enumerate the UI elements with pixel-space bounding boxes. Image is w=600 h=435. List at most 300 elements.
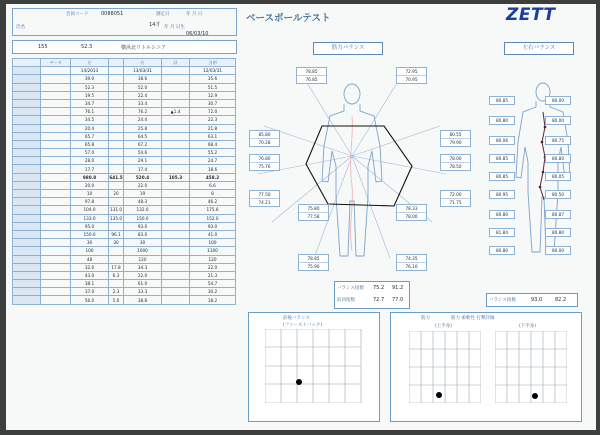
table-cell <box>41 280 71 288</box>
lr-value: 80.85 <box>496 98 508 103</box>
table-cell: 2.3 <box>109 288 124 296</box>
lr-value: 80.85 <box>496 174 508 179</box>
table-cell: 52.0 <box>124 83 162 91</box>
lr-value-box-left <box>489 154 515 163</box>
strength-value: 78.33 <box>397 205 426 213</box>
table-cell <box>162 91 190 99</box>
strength-value: 79.90 <box>449 140 462 145</box>
row-label <box>13 124 41 132</box>
table-cell: 100 <box>190 239 236 247</box>
brand-logo: ZETT <box>506 5 556 25</box>
prev-index-right: 77.0 <box>392 297 404 303</box>
row-label <box>13 230 41 238</box>
strength-value: 74.21 <box>258 200 271 205</box>
table-cell <box>109 247 124 255</box>
strength-value-box-hip <box>249 190 280 207</box>
table-cell: 93.0 <box>190 222 236 230</box>
table-cell: 46.2 <box>190 198 236 206</box>
table-cell: 19.5 <box>71 91 109 99</box>
table-cell: 8 <box>190 190 236 198</box>
strength-polygon <box>306 126 412 206</box>
lr-value-box-right <box>545 172 571 181</box>
table-cell: 150.0 <box>124 214 162 222</box>
table-cell: 51.5 <box>190 83 236 91</box>
strength-flex-title: 筋力 柔軟性 打撃評価 <box>451 316 495 321</box>
table-cell: 20 <box>109 190 124 198</box>
table-cell <box>41 190 71 198</box>
table-cell: 57.0 <box>71 149 109 157</box>
row-label <box>13 91 41 99</box>
upper-body-grid <box>409 331 481 403</box>
table-cell <box>162 124 190 132</box>
table-cell: 100 <box>71 247 109 255</box>
age-value: 14才 <box>149 22 161 28</box>
table-cell <box>162 296 190 304</box>
table-cell <box>109 280 124 288</box>
col-left: 左 <box>71 59 109 67</box>
table-cell: 83.0 <box>124 230 162 238</box>
balance-index-right: 91.2 <box>392 285 404 291</box>
row-label <box>13 222 41 230</box>
table-cell <box>41 99 71 107</box>
row-label <box>13 280 41 288</box>
table-cell: 38.8 <box>124 296 162 304</box>
lr-value: 80.80 <box>552 230 564 235</box>
table-cell: 30.7 <box>190 99 236 107</box>
table-cell: 63.1 <box>190 132 236 140</box>
table-cell: 30.2 <box>190 288 236 296</box>
table-cell: 68.4 <box>190 140 236 148</box>
table-cell <box>162 116 190 124</box>
table-cell: ▲1.4 <box>162 108 190 116</box>
table-row <box>13 271 236 279</box>
table-row <box>13 222 236 230</box>
table-cell: 52.3 <box>71 83 109 91</box>
strength-value: 71.75 <box>449 200 462 205</box>
table-cell: 17.4 <box>124 165 162 173</box>
strength-value: 72.95 <box>397 68 426 76</box>
radar-guides <box>258 78 446 258</box>
strength-value: 70.28 <box>258 140 271 145</box>
table-cell: 54.7 <box>190 280 236 288</box>
table-cell: 520.4 <box>124 173 162 181</box>
table-cell: 25.8 <box>124 124 162 132</box>
table-cell: 41.0 <box>190 230 236 238</box>
table-cell <box>109 124 124 132</box>
table-cell: 64.5 <box>124 132 162 140</box>
table-cell: 18.2 <box>190 296 236 304</box>
table-row <box>13 83 236 91</box>
table-cell: 29.1 <box>124 157 162 165</box>
lr-value: 80.95 <box>496 192 508 197</box>
table-cell: 22.3 <box>190 116 236 124</box>
strength-value: 77.58 <box>307 214 320 219</box>
table-cell <box>41 198 71 206</box>
table-cell <box>109 67 124 75</box>
table-cell <box>162 263 190 271</box>
table-cell: 20.0 <box>71 181 109 189</box>
table-cell: 17.7 <box>71 165 109 173</box>
strength-value-box-trunk <box>298 254 329 271</box>
lr-value-box-left <box>489 172 515 181</box>
team-value: 横浜北リトルシニア <box>121 45 166 51</box>
table-row <box>13 181 236 189</box>
strength-value-box-knee2 <box>440 154 471 171</box>
table-cell <box>162 75 190 83</box>
strength-value-box-shoulder_ext <box>296 67 327 84</box>
table-cell: 30 <box>124 239 162 247</box>
row-label <box>13 239 41 247</box>
row-label <box>13 206 41 214</box>
table-cell: 39.0 <box>71 75 109 83</box>
table-cell: 65.7 <box>71 132 109 140</box>
table-cell: 21.8 <box>190 124 236 132</box>
table-cell: 54.6 <box>124 149 162 157</box>
table-cell: 120 <box>190 255 236 263</box>
table-row <box>13 91 236 99</box>
table-row <box>13 116 236 124</box>
strength-value-box-shoulder_flex <box>396 67 427 84</box>
table-row <box>13 75 236 83</box>
table-cell: 32.0 <box>71 263 109 271</box>
table-cell: 17.8 <box>109 263 124 271</box>
table-cell: 21.3 <box>190 271 236 279</box>
lr-value-box-right <box>545 246 571 255</box>
table-row <box>13 99 236 107</box>
table-cell: 34.3 <box>124 263 162 271</box>
lr-value-box-left <box>489 210 515 219</box>
table-row <box>13 67 236 75</box>
table-cell: 6.3 <box>109 271 124 279</box>
table-cell <box>41 116 71 124</box>
strength-value: 75.76 <box>258 164 271 169</box>
table-cell: 20.4 <box>71 124 109 132</box>
table-cell <box>41 222 71 230</box>
table-cell: 48 <box>71 255 109 263</box>
table-cell: 14/2013 <box>71 67 109 75</box>
strength-flex-panel <box>390 312 582 422</box>
strength-value: 76.80 <box>250 155 279 163</box>
col-right: 右 <box>124 59 162 67</box>
table-cell: 76.2 <box>124 108 162 116</box>
table-cell <box>109 198 124 206</box>
table-cell: 133.0 <box>71 214 109 222</box>
table-cell <box>41 165 71 173</box>
lr-value: 80.05 <box>552 174 564 179</box>
table-cell: 72.0 <box>190 108 236 116</box>
date2: 06/03/10 <box>186 31 209 37</box>
lr-balance-tag: 左右バランス <box>504 42 574 55</box>
table-cell <box>41 75 71 83</box>
table-cell <box>162 149 190 157</box>
table-cell: 131.0 <box>110 207 122 213</box>
table-cell: 120 <box>124 255 162 263</box>
table-cell <box>109 132 124 140</box>
front-back-title: 前後バランス <box>283 316 310 321</box>
table-cell <box>41 206 71 214</box>
table-cell <box>41 173 71 181</box>
table-cell: 12/03/31 <box>190 67 236 75</box>
table-cell: 132.0 <box>124 206 162 214</box>
row-label <box>13 149 41 157</box>
table-cell <box>162 230 190 238</box>
table-cell: 22.4 <box>124 91 162 99</box>
table-cell <box>109 149 124 157</box>
front-back-panel <box>248 312 380 422</box>
strength-value-box-wrist <box>440 130 471 147</box>
table-cell: 24.4 <box>124 116 162 124</box>
table-cell: 22.0 <box>124 271 162 279</box>
table-row <box>13 214 236 222</box>
strength-value: 72.00 <box>441 191 470 199</box>
table-cell: 10 <box>71 190 109 198</box>
col-data: データ <box>41 59 71 67</box>
table-cell <box>162 190 190 198</box>
row-label <box>13 214 41 222</box>
table-header-row <box>13 59 236 67</box>
date-value: 年 月 日 <box>186 12 203 17</box>
row-label <box>13 157 41 165</box>
table-row <box>13 198 236 206</box>
strength-value: 75.90 <box>307 264 320 269</box>
table-cell: 105.3 <box>162 173 190 181</box>
strength-value-box-hip2 <box>440 190 471 207</box>
lr-value-box-right <box>545 136 571 145</box>
lr-value-box-left <box>489 136 515 145</box>
table-cell <box>41 157 71 165</box>
table-row <box>13 124 236 132</box>
test-sheet <box>6 4 596 430</box>
table-cell <box>162 239 190 247</box>
lr-value-box-right <box>545 116 571 125</box>
table-cell: 458.2 <box>190 173 236 181</box>
lower-body-label: (下半身) <box>519 324 537 329</box>
row-label <box>13 99 41 107</box>
table-cell <box>162 255 190 263</box>
lr-value: 80.00 <box>552 248 564 253</box>
table-row <box>13 206 236 214</box>
row-label <box>13 263 41 271</box>
table-cell: 38.1 <box>71 280 109 288</box>
table-cell <box>41 91 71 99</box>
table-cell <box>109 222 124 230</box>
table-cell <box>109 255 124 263</box>
table-cell: 34.5 <box>71 116 109 124</box>
table-cell <box>162 67 190 75</box>
table-row <box>13 263 236 271</box>
row-label <box>13 190 41 198</box>
row-label <box>13 181 41 189</box>
lr-value-box-right <box>545 210 571 219</box>
table-cell: 34.7 <box>71 99 109 107</box>
table-cell: 1100 <box>190 247 236 255</box>
table-row <box>13 280 236 288</box>
strength-value: 77.50 <box>250 191 279 199</box>
table-cell: 1000 <box>124 247 162 255</box>
upper-body-point <box>436 392 442 398</box>
strength-value-box-elbow <box>249 130 280 147</box>
table-row <box>13 239 236 247</box>
strength-value: 70.95 <box>405 77 418 82</box>
table-cell <box>41 140 71 148</box>
table-cell: 12.9 <box>190 91 236 99</box>
strength-balance-tag: 筋力バランス <box>313 42 383 55</box>
table-row <box>13 230 236 238</box>
lr-value-box-right <box>545 154 571 163</box>
table-cell <box>109 108 124 116</box>
lr-value: 80.80 <box>552 156 564 161</box>
balance-index-left: 75.2 <box>373 285 385 291</box>
table-cell: 93.0 <box>124 222 162 230</box>
table-cell <box>41 108 71 116</box>
table-cell <box>109 116 124 124</box>
table-row <box>13 247 236 255</box>
table-cell: 28.0 <box>71 157 109 165</box>
table-cell <box>41 124 71 132</box>
member-code-label: 会員コード <box>66 12 89 17</box>
table-cell <box>162 99 190 107</box>
table-cell <box>109 91 124 99</box>
table-row <box>13 157 236 165</box>
table-cell: 104.0 <box>71 206 109 214</box>
table-cell <box>109 165 124 173</box>
table-cell <box>109 157 124 165</box>
table-row <box>13 108 236 116</box>
table-cell: 22.0 <box>190 263 236 271</box>
row-label <box>13 247 41 255</box>
row-label <box>13 296 41 304</box>
lr-value: 80.85 <box>496 156 508 161</box>
lr-value-box-right <box>545 190 571 199</box>
table-cell <box>41 214 71 222</box>
table-row <box>13 140 236 148</box>
strength-value: 75.80 <box>299 205 328 213</box>
table-cell <box>41 271 71 279</box>
row-label <box>13 108 41 116</box>
table-cell: 6.6 <box>190 181 236 189</box>
table-cell <box>41 132 71 140</box>
table-row <box>13 173 236 181</box>
table-cell <box>162 247 190 255</box>
strength-value: 76.85 <box>305 77 318 82</box>
table-cell: 38.6 <box>124 75 162 83</box>
table-cell: 150.0 <box>71 230 109 238</box>
strength-value-box-ankle2 <box>396 204 427 221</box>
body-outline <box>322 84 382 256</box>
table-cell <box>162 83 190 91</box>
table-cell <box>162 206 190 214</box>
row-label <box>13 67 41 75</box>
front-back-point <box>296 379 302 385</box>
lr-value: 80.75 <box>552 138 564 143</box>
row-label <box>13 173 41 181</box>
lower-body-grid <box>495 331 567 403</box>
table-cell: 13/03/31 <box>124 67 162 75</box>
table-cell <box>41 263 71 271</box>
lr-value: 81.84 <box>496 230 508 235</box>
measurement-table <box>12 58 236 305</box>
table-cell <box>109 83 124 91</box>
table-row <box>13 149 236 157</box>
table-cell: 980.8 <box>71 173 109 181</box>
row-label <box>13 83 41 91</box>
lr-value: 80.80 <box>496 212 508 217</box>
table-cell: 19 <box>124 190 162 198</box>
table-cell <box>162 288 190 296</box>
member-code: 0088051 <box>101 11 124 17</box>
lr-value: 80.87 <box>552 212 564 217</box>
table-cell <box>162 181 190 189</box>
col-total: 計 <box>162 59 190 67</box>
table-cell: 641.5 <box>109 174 123 180</box>
table-cell: 55.2 <box>190 149 236 157</box>
table-cell: 76.1 <box>71 108 109 116</box>
table-cell: 43.0 <box>71 271 109 279</box>
row-label <box>13 75 41 83</box>
table-cell <box>162 280 190 288</box>
strength-value: 78.00 <box>441 155 470 163</box>
lr-value-box-right <box>545 228 571 237</box>
table-cell: 30 <box>109 239 124 247</box>
table-row <box>13 296 236 304</box>
table-cell: 61.0 <box>124 280 162 288</box>
table-cell: 30 <box>71 239 109 247</box>
table-cell: 37.0 <box>71 288 109 296</box>
lr-value-box-left <box>489 96 515 105</box>
table-cell <box>109 140 124 148</box>
lr-index-right: 82.2 <box>555 297 567 303</box>
front-back-grid <box>265 329 365 403</box>
table-cell: 56.0 <box>71 296 109 304</box>
table-cell: 152.0 <box>190 214 236 222</box>
table-cell: 48.3 <box>124 198 162 206</box>
lr-value: 80.80 <box>496 118 508 123</box>
page-title: ベースボールテスト <box>246 13 331 24</box>
table-cell <box>109 99 124 107</box>
strength-value: 78.85 <box>299 255 328 263</box>
lr-value-box-left <box>489 228 515 237</box>
strength-value-box-knee <box>249 154 280 171</box>
table-cell <box>162 132 190 140</box>
row-label <box>13 255 41 263</box>
row-label <box>13 140 41 148</box>
lr-value: 80.00 <box>552 118 564 123</box>
table-cell <box>109 75 124 83</box>
strength-value: 78.50 <box>449 164 462 169</box>
table-cell <box>41 83 71 91</box>
balance-index-label: バランス指数 <box>337 286 364 291</box>
table-cell <box>162 222 190 230</box>
table-cell <box>41 239 71 247</box>
strength-value: 80.55 <box>441 131 470 139</box>
table-row <box>13 165 236 173</box>
table-cell: 175.6 <box>190 206 236 214</box>
front-back-sub: (ファーストバック) <box>283 323 323 328</box>
lr-value-box-left <box>489 116 515 125</box>
table-cell: 65.8 <box>71 140 109 148</box>
table-cell <box>41 247 71 255</box>
prev-index-label: 前回指数 <box>337 298 355 303</box>
row-label <box>13 198 41 206</box>
table-row <box>13 190 236 198</box>
balance-index-panel <box>334 281 410 309</box>
table-cell: 96.1 <box>109 230 124 238</box>
table-cell <box>162 198 190 206</box>
table-cell <box>162 271 190 279</box>
lr-value-box-left <box>489 246 515 255</box>
table-cell: 95.0 <box>71 222 109 230</box>
table-cell <box>41 255 71 263</box>
